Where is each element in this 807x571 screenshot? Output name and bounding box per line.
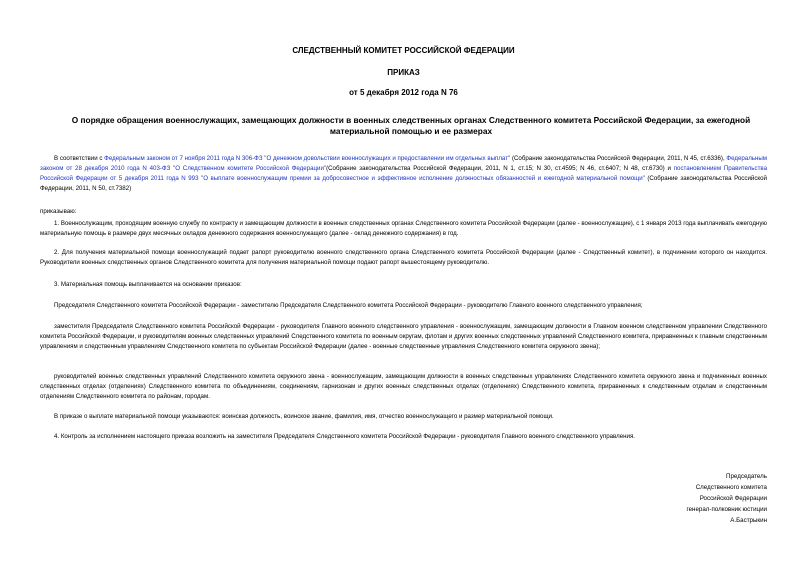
- organization-header: СЛЕДСТВЕННЫЙ КОМИТЕТ РОССИЙСКОЙ ФЕДЕРАЦИИ: [292, 46, 515, 55]
- item-3c-paragraph: руководителей военных следственных управлений Следственного комитета окружного звена - военнослужащим, замещающим должности в военных следственных управлениях Следственного комитета окружного звена и подчиненных военных следственных отделах (отделениях) Следственного комитета по объединениям, соединениям, гарнизонам и других военных следственных отделах (отделениях) Следственного комитета, приравненных к следственным отделам и следственным отделениям Следственного комитета по районам, городам.: [40, 373, 767, 400]
- signature-country: Российской Федерации: [699, 495, 767, 502]
- item-2-paragraph: 2. Для получения материальной помощи военнослужащий подает рапорт руководителю военного следственного органа Следственного комитета Российской Федерации (далее - Следственный комитет), в подчинении которого он находится. Руководители военных следственных органов Следственного комитета для получения материальной помощи подают рапорт вышестоящему руководителю.: [40, 249, 767, 266]
- link-federal-law-403[interactable]: Федеральным законом от 28 декабря 2010 года N 403-ФЗ "О Следственном комитете Российской Федерации": [40, 155, 768, 172]
- link-government-resolution-993[interactable]: постановлением Правительства Российской Федерации от 5 декабря 2011 года N 993 "О выплате военнослужащим премии за добросовестное и эффективное исполнение должностных обязанностей и ежегодной материальной помощи": [40, 165, 767, 182]
- document-title: О порядке обращения военнослужащих, замещающих должности в военных следственных органах Следственного комитета Российской Федерации, за ежегодной материальной помощью и ее размерах: [71, 115, 751, 136]
- document-type: ПРИКАЗ: [387, 68, 420, 77]
- preamble-text-2: (Собрание законодательства Российской Федерации, 2011, N 45, ст.6336),: [510, 155, 727, 162]
- item-3b-paragraph: заместителя Председателя Следственного комитета Российской Федерации - руководителя Главного военного следственного управления - военнослужащим, замещающим должности в Главном военном следственном управлении Следственного комитета Российской Федерации, и руководителям военных следственных управлений Следственного комитета по военным округам, флотам и других военных следственных управлений Следственного комитета, приравненных к главным следственным управлениям и следственным управлениям Следственного комитета по субъектам Российской Федерации (далее - военные следственные управления Следственного комитета окружного звена);: [40, 323, 767, 350]
- signature-organization: Следственного комитета: [695, 484, 767, 491]
- preamble-text-3: (Собрание законодательства Российской Федерации, 2011, N 1, ст.15; N 30, ст.4595; N 46, ст.6407; N 48, ст.6730) и: [326, 165, 674, 172]
- link-federal-law-306[interactable]: Федеральным законом от 7 ноября 2011 года N 306-ФЗ "О денежном довольствии военнослужащих и предоставлении им отдельных выплат": [104, 155, 511, 162]
- document-date-number: от 5 декабря 2012 года N 76: [349, 88, 458, 97]
- preamble-text-4: (Собрание законодательства Российской Федерации, 2011, N 50, ст.7382): [40, 175, 767, 192]
- signature-block: [607, 471, 767, 526]
- signature-name: А.Бастрыкин: [730, 517, 767, 524]
- item-3-paragraph: 3. Материальная помощь выплачивается на основании приказов:: [54, 281, 242, 288]
- order-word: приказываю:: [40, 208, 77, 215]
- material-aid-order-paragraph: В приказе о выплате материальной помощи указываются: воинская должность, воинское звание, фамилия, имя, отчество военнослужащего и размер материальной помощи.: [54, 413, 554, 420]
- item-1-paragraph: 1. Военнослужащим, проходящим военную службу по контракту и замещающим должности в военных следственных органах Следственного комитета Российской Федерации (далее - военнослужащие), с 1 января 2013 года выплачивать ежегодную материальную помощь в размере двух месячных окладов денежного содержания военнослужащего (далее - оклад денежного содержания) в год.: [40, 220, 767, 237]
- signature-position: Председатель: [726, 473, 767, 480]
- preamble-text-1: В соответствии с: [54, 155, 105, 162]
- item-3a-paragraph: Председателя Следственного комитета Российской Федерации - заместителю Председателя Следственного комитета Российской Федерации - руководителю Главного военного следственного управления;: [54, 302, 643, 309]
- preamble-paragraph: [40, 154, 767, 194]
- signature-rank: генерал-полковник юстиции: [686, 506, 767, 513]
- item-4-paragraph: 4. Контроль за исполнением настоящего приказа возложить на заместителя Председателя Следственного комитета Российской Федерации - руководителя Главного военного следственного управления.: [54, 433, 635, 440]
